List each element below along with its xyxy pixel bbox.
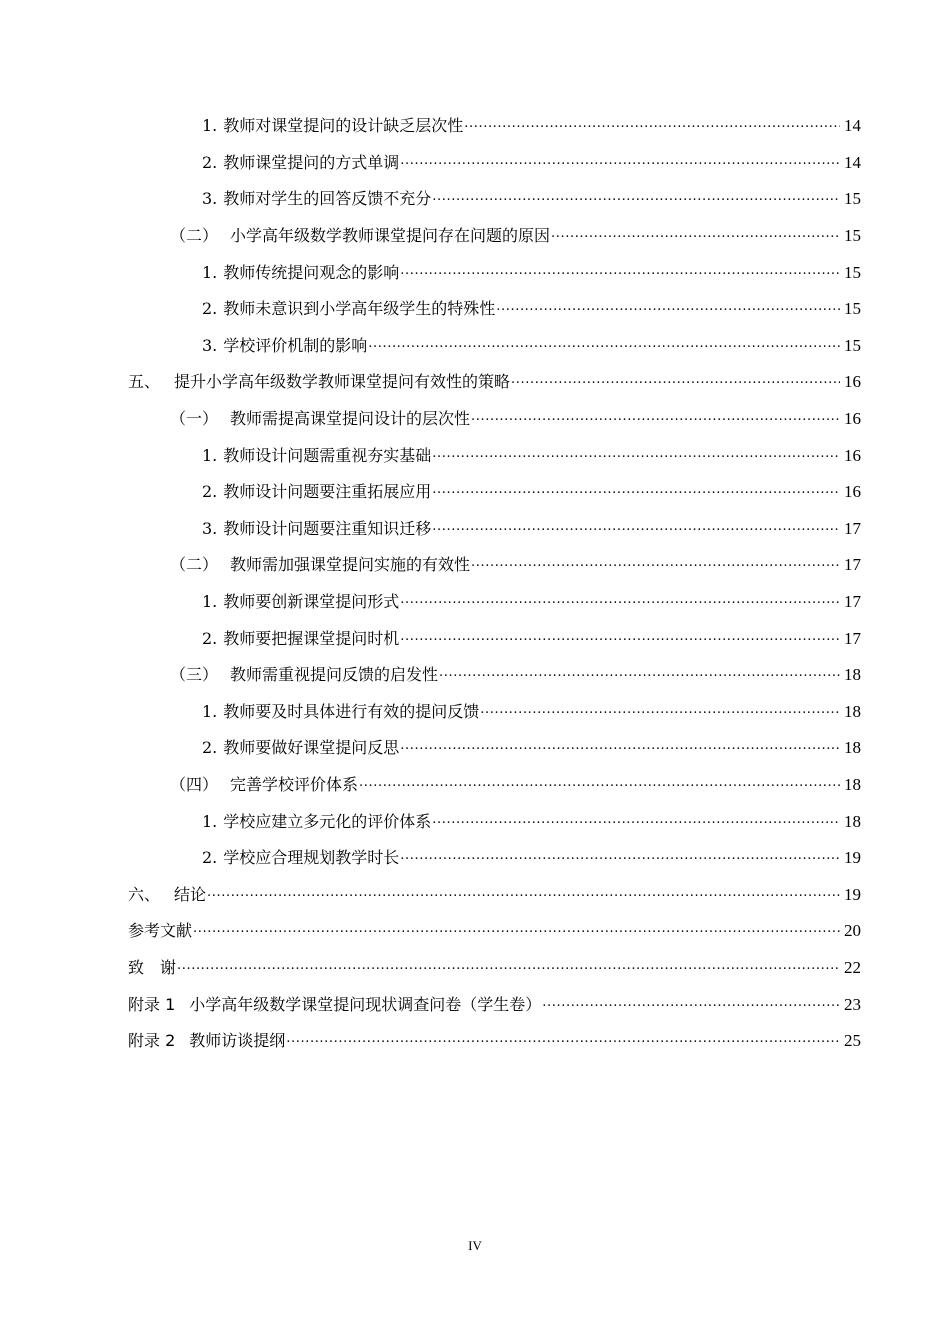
- toc-entry-number: 附录 2: [128, 1031, 176, 1051]
- toc-entry-label: [170, 665, 438, 685]
- toc-entry-number: 2.: [202, 482, 218, 502]
- toc-entry-number: 六、: [128, 884, 161, 904]
- toc-entry-label: [202, 702, 479, 722]
- toc-entry-title: 教师对课堂提问的设计缺乏层次性: [223, 116, 464, 136]
- toc-entry[interactable]: [0, 767, 861, 804]
- toc-entry-title: 提升小学高年级数学教师课堂提问有效性的策略: [174, 372, 511, 392]
- toc-entry[interactable]: [0, 986, 861, 1023]
- toc-page-number: 20: [844, 921, 861, 941]
- toc-entry-label: [202, 519, 431, 539]
- toc-entry-title: 学校应合理规划教学时长: [223, 848, 400, 868]
- toc-page-number: 25: [844, 1031, 861, 1051]
- toc-dot-leader: [439, 665, 840, 685]
- toc-entry[interactable]: [0, 730, 861, 767]
- toc-page-number: 15: [844, 335, 861, 355]
- toc-dot-leader: [471, 409, 840, 429]
- toc-page-number: 23: [844, 994, 861, 1014]
- toc-entry-label: [170, 775, 358, 795]
- toc-page-number: 14: [844, 152, 861, 172]
- toc-entry-number: 1.: [202, 445, 218, 465]
- toc-dot-leader: [511, 372, 840, 392]
- toc-page-number: 17: [844, 518, 861, 538]
- toc-dot-leader: [400, 848, 840, 868]
- toc-dot-leader: [400, 153, 840, 173]
- toc-page-number: 18: [844, 774, 861, 794]
- toc-entry-title: 教师需加强课堂提问实施的有效性: [230, 555, 471, 575]
- toc-dot-leader: [432, 189, 840, 209]
- toc-entry-label: [202, 116, 463, 136]
- toc-dot-leader: [480, 702, 840, 722]
- toc-entry[interactable]: [0, 108, 861, 145]
- toc-entry[interactable]: [0, 620, 861, 657]
- toc-dot-leader: [464, 116, 840, 136]
- toc-entry[interactable]: [0, 657, 861, 694]
- toc-entry-number: 2.: [202, 628, 218, 648]
- toc-entry[interactable]: [0, 291, 861, 328]
- toc-entry-title: 教师要及时具体进行有效的提问反馈: [223, 701, 480, 721]
- toc-entry-title: 教师要创新课堂提问形式: [223, 592, 400, 612]
- toc-entry-number: 1.: [202, 811, 218, 831]
- toc-entry[interactable]: [0, 474, 861, 511]
- toc-entry-number: 3.: [202, 189, 218, 209]
- toc-entry-number: （二）: [170, 555, 219, 575]
- toc-page-number: 18: [844, 665, 861, 685]
- toc-entry-title: 教师要做好课堂提问反思: [223, 738, 400, 758]
- toc-entry[interactable]: [0, 437, 861, 474]
- toc-dot-leader: [359, 775, 840, 795]
- toc-entry-number: 1.: [202, 116, 218, 136]
- toc-entry-label: [202, 299, 495, 319]
- toc-page-number: 18: [844, 738, 861, 758]
- toc-page-number: 14: [844, 116, 861, 136]
- toc-entry-label: [202, 482, 431, 502]
- toc-entry-title: 教师对学生的回答反馈不充分: [223, 189, 432, 209]
- toc-page-number: 18: [844, 811, 861, 831]
- toc-dot-leader: [400, 629, 840, 649]
- toc-dot-leader: [542, 995, 840, 1015]
- toc-entry-label: [202, 263, 399, 283]
- toc-page-number: 15: [844, 262, 861, 282]
- toc-dot-leader: [177, 958, 840, 978]
- toc-entry[interactable]: [0, 694, 861, 731]
- toc-entry-number: 2.: [202, 152, 218, 172]
- toc-entry[interactable]: [0, 803, 861, 840]
- toc-dot-leader: [286, 1031, 840, 1051]
- toc-entry-number: 1.: [202, 701, 218, 721]
- toc-dot-leader: [207, 885, 840, 905]
- toc-page-number: 22: [844, 957, 861, 977]
- toc-entry-label: [128, 995, 541, 1015]
- toc-entry-title: 教师传统提问观念的影响: [223, 262, 400, 282]
- toc-entry-label: [202, 738, 399, 758]
- toc-entry[interactable]: [0, 913, 861, 950]
- toc-entry-label: [202, 189, 431, 209]
- toc-entry-number: 3.: [202, 518, 218, 538]
- toc-entry-title: 教师访谈提纲: [189, 1031, 286, 1051]
- toc-entry-title: 教师设计问题要注重拓展应用: [223, 482, 432, 502]
- toc-entry[interactable]: [0, 254, 861, 291]
- toc-entry-title: 致 谢: [128, 957, 177, 977]
- toc-entry-title: 完善学校评价体系: [230, 774, 359, 794]
- toc-entry-number: （三）: [170, 665, 219, 685]
- toc-entry-number: （四）: [170, 774, 219, 794]
- toc-entry-label: [202, 592, 399, 612]
- toc-page-number: 16: [844, 409, 861, 429]
- toc-entry-title: 小学高年级数学课堂提问现状调查问卷（学生卷）: [189, 994, 542, 1014]
- toc-entry-title: 教师设计问题需重视夯实基础: [223, 445, 432, 465]
- toc-entry[interactable]: [0, 584, 861, 621]
- toc-entry-number: 3.: [202, 335, 218, 355]
- toc-page-number: 16: [844, 482, 861, 502]
- toc-entry[interactable]: [0, 876, 861, 913]
- toc-entry-title: 教师设计问题要注重知识迁移: [223, 518, 432, 538]
- toc-entry[interactable]: [0, 1023, 861, 1060]
- toc-entry-title: 教师需提高课堂提问设计的层次性: [230, 409, 471, 429]
- toc-entry-label: [128, 921, 192, 941]
- toc-entry-title: 学校评价机制的影响: [223, 335, 368, 355]
- toc-entry-label: [128, 372, 510, 392]
- toc-entry-title: 教师要把握课堂提问时机: [223, 628, 400, 648]
- toc-dot-leader: [193, 921, 840, 941]
- toc-entry-label: [128, 885, 206, 905]
- toc-entry[interactable]: [0, 547, 861, 584]
- toc-dot-leader: [471, 555, 840, 575]
- toc-entry-title: 教师未意识到小学高年级学生的特殊性: [223, 299, 496, 319]
- toc-page-number: 19: [844, 848, 861, 868]
- toc-entry-title: 教师课堂提问的方式单调: [223, 152, 400, 172]
- toc-entry-label: [128, 1031, 285, 1051]
- toc-entry-number: （一）: [170, 409, 219, 429]
- toc-entry[interactable]: [0, 328, 861, 365]
- toc-dot-leader: [400, 592, 840, 612]
- toc-entry[interactable]: [0, 950, 861, 987]
- toc-entry-title: 小学高年级数学教师课堂提问存在问题的原因: [230, 226, 551, 246]
- toc-entry[interactable]: [0, 840, 861, 877]
- toc-dot-leader: [368, 336, 840, 356]
- toc-page-number: 19: [844, 884, 861, 904]
- toc-dot-leader: [432, 812, 840, 832]
- toc-entry-label: [202, 446, 431, 466]
- toc-entry-number: 2.: [202, 738, 218, 758]
- toc-entry-title: 参考文献: [128, 921, 193, 941]
- toc-dot-leader: [400, 263, 840, 283]
- toc-entry-label: [202, 336, 367, 356]
- toc-page-number: 17: [844, 555, 861, 575]
- toc-entry-label: [170, 409, 470, 429]
- toc-entry[interactable]: [0, 181, 861, 218]
- toc-dot-leader: [432, 482, 840, 502]
- toc-dot-leader: [496, 299, 840, 319]
- toc-entry-number: 2.: [202, 299, 218, 319]
- toc-page-number: 16: [844, 372, 861, 392]
- toc-dot-leader: [432, 519, 840, 539]
- page-number-footer: IV: [468, 1238, 482, 1253]
- toc-entry-label: [170, 555, 470, 575]
- toc-dot-leader: [400, 738, 840, 758]
- toc-entry-title: 结论: [174, 884, 207, 904]
- toc-page-number: 15: [844, 189, 861, 209]
- toc-entry[interactable]: [0, 401, 861, 438]
- toc-entry-title: 学校应建立多元化的评价体系: [223, 811, 432, 831]
- toc-page-number: 16: [844, 445, 861, 465]
- toc-page-number: 17: [844, 592, 861, 612]
- toc-entry[interactable]: [0, 218, 861, 255]
- toc-page-number: 15: [844, 226, 861, 246]
- toc-entry-number: （二）: [170, 226, 219, 246]
- toc-entry-label: [128, 958, 176, 978]
- toc-page-number: 18: [844, 701, 861, 721]
- toc-entry-number: 1.: [202, 592, 218, 612]
- toc-entry-label: [202, 629, 399, 649]
- toc-entry-number: 附录 1: [128, 994, 176, 1014]
- table-of-contents: [0, 108, 950, 1059]
- toc-entry-label: [202, 153, 399, 173]
- toc-entry[interactable]: [0, 145, 861, 182]
- toc-dot-leader: [432, 446, 840, 466]
- toc-entry[interactable]: [0, 364, 861, 401]
- toc-entry-number: 五、: [128, 372, 161, 392]
- toc-page-number: 15: [844, 299, 861, 319]
- toc-entry-label: [170, 226, 550, 246]
- toc-entry-label: [202, 848, 399, 868]
- toc-entry[interactable]: [0, 511, 861, 548]
- toc-dot-leader: [551, 226, 840, 246]
- toc-page-number: 17: [844, 628, 861, 648]
- toc-entry-title: 教师需重视提问反馈的启发性: [230, 665, 439, 685]
- toc-entry-number: 2.: [202, 848, 218, 868]
- toc-entry-number: 1.: [202, 262, 218, 282]
- toc-entry-label: [202, 812, 431, 832]
